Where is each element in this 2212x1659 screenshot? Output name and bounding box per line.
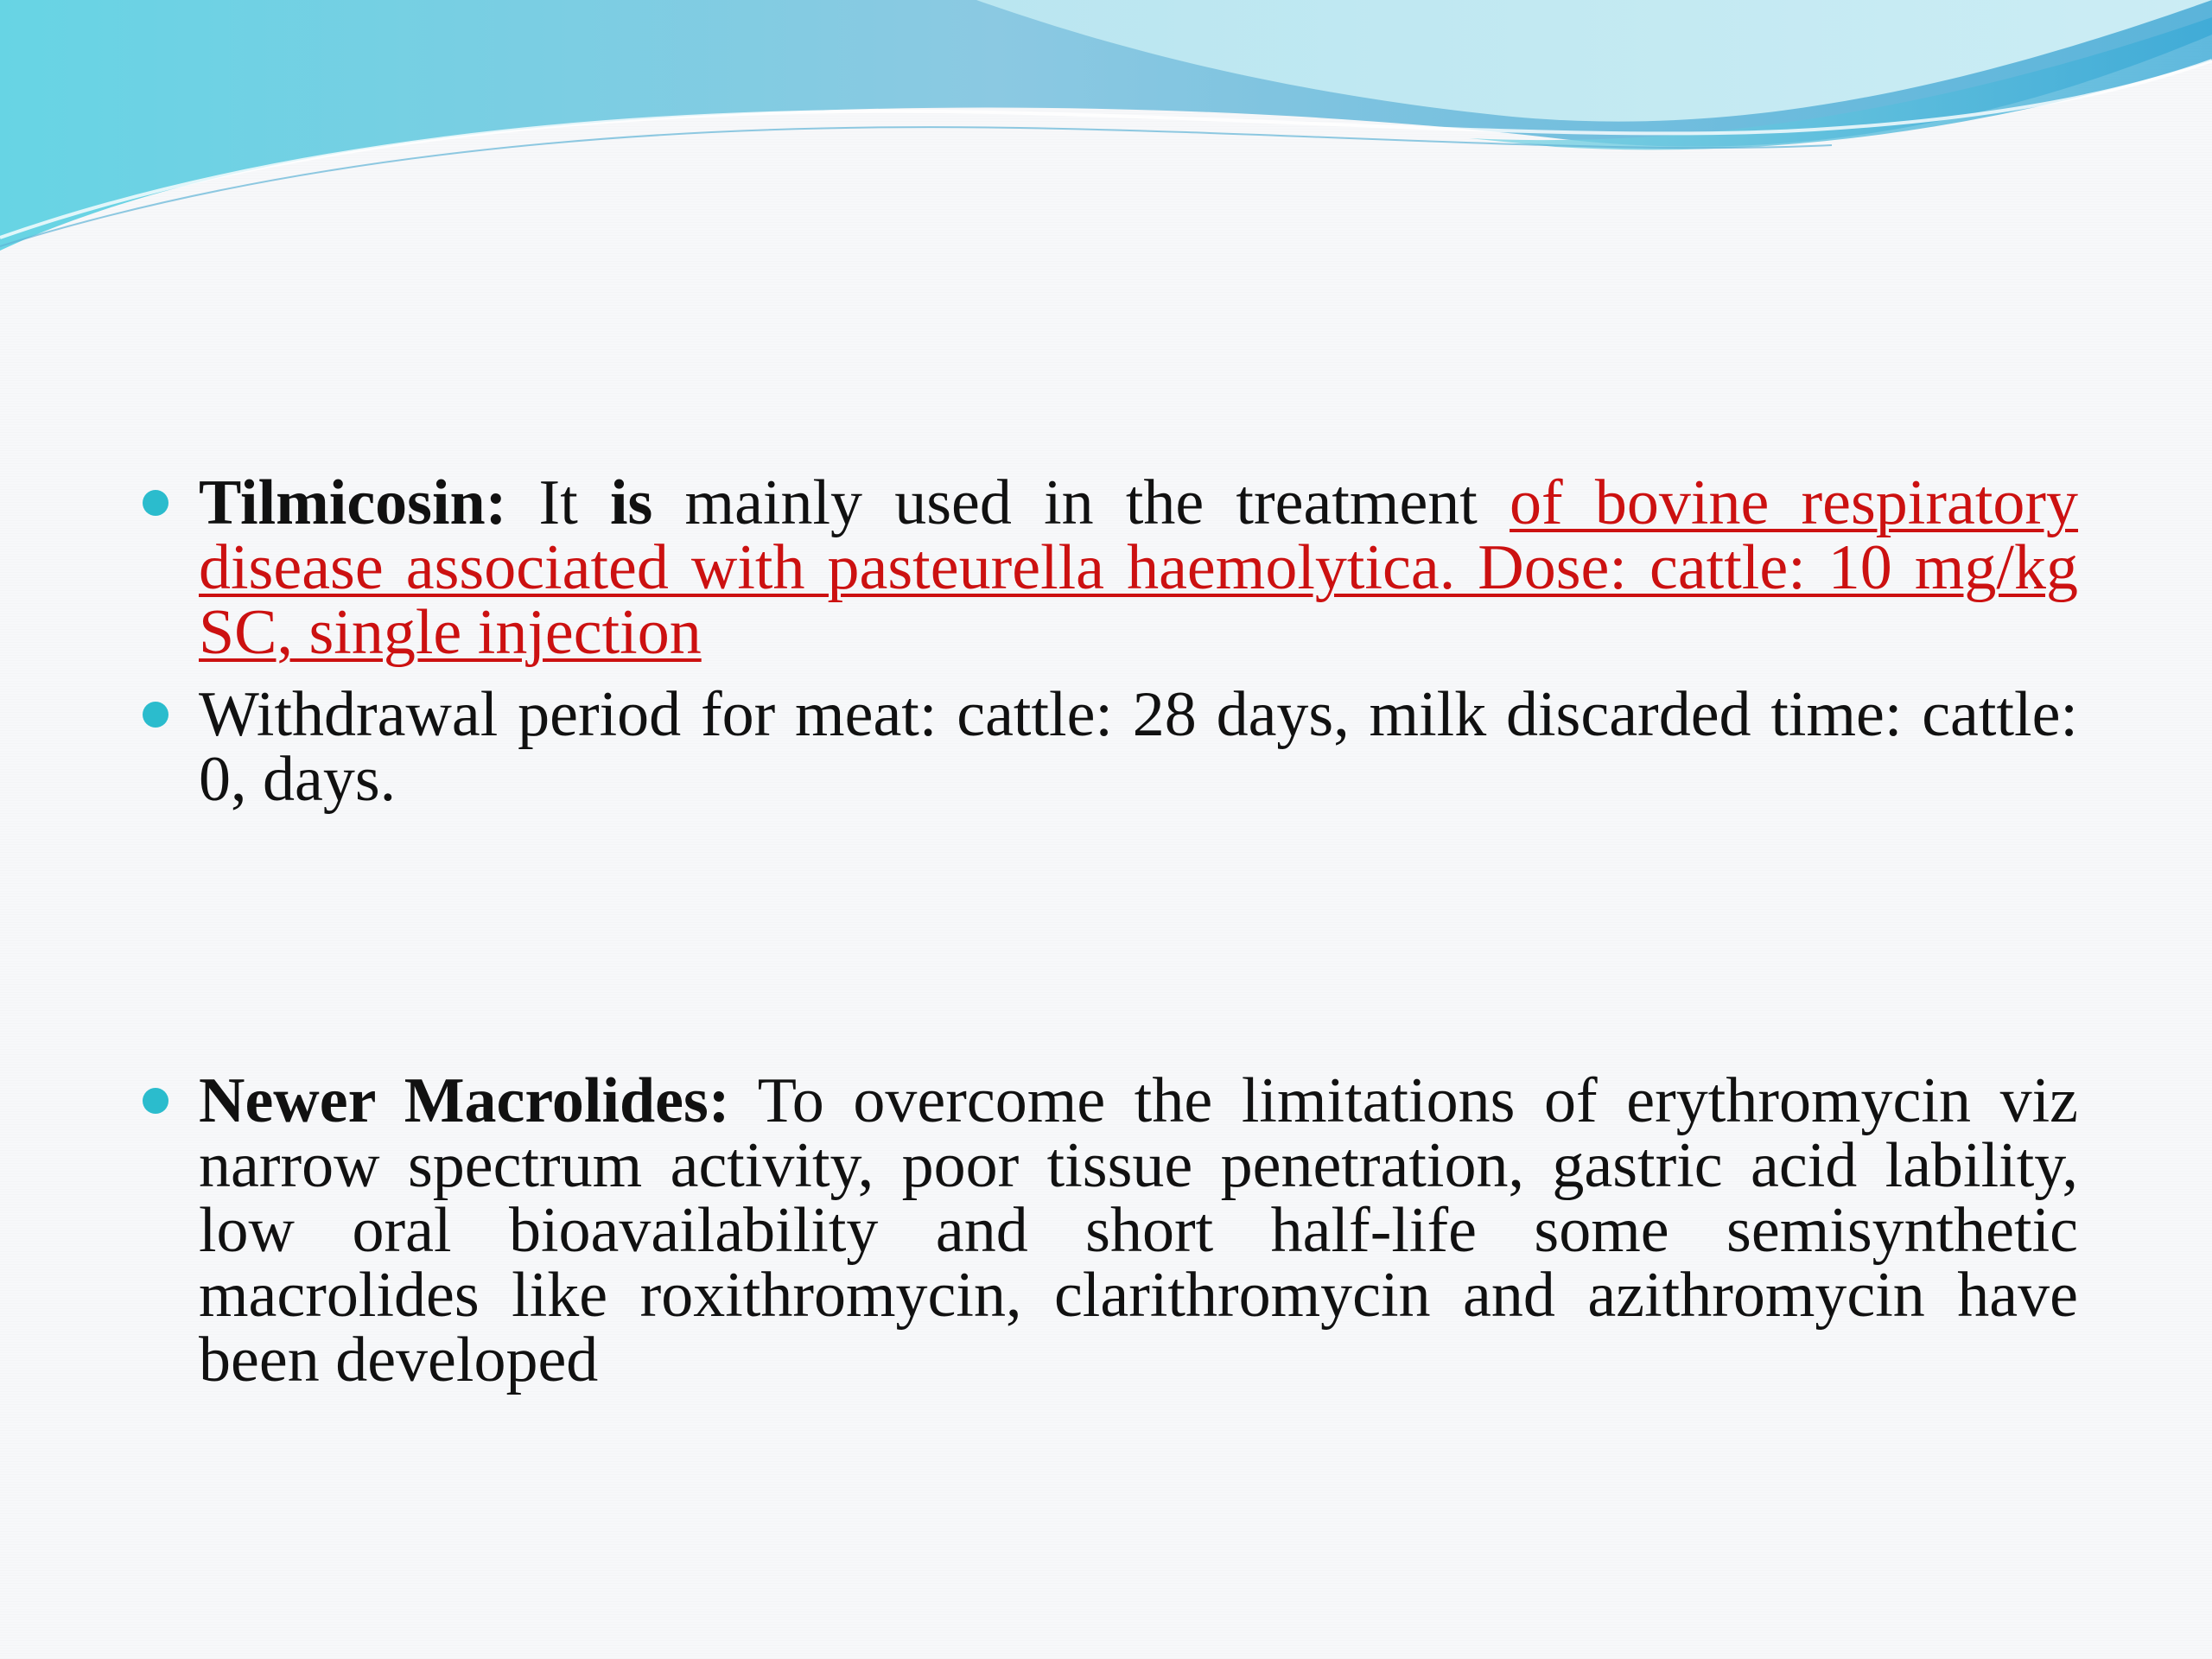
text-bold-word: is bbox=[609, 467, 653, 538]
content-upper bbox=[156, 467, 2079, 830]
bullet-icon bbox=[143, 1088, 168, 1114]
withdrawal-text: Withdrawal period for meat: cattle: 28 days, milk discarded time: cattle: 0, days. bbox=[199, 679, 2078, 815]
highlighted-text: of bovine respiratory disease associated with pasteurella haemolytica. Dose: cattle: 10 mg/kg SC, single injection bbox=[199, 467, 2079, 668]
list-item bbox=[156, 467, 2079, 668]
list-item bbox=[156, 1065, 2078, 1395]
bullet-icon bbox=[143, 702, 168, 728]
list-item bbox=[156, 679, 2078, 815]
bullet-icon bbox=[143, 490, 168, 516]
header-wave-decoration bbox=[0, 0, 2212, 259]
term-newer-macrolides: Newer Macrolides: bbox=[199, 1065, 730, 1136]
term-tilmicosin: Tilmicosin: bbox=[199, 467, 507, 538]
text-rest: mainly used in the treatment bbox=[684, 467, 1478, 538]
content-lower bbox=[156, 1065, 2078, 1410]
text-lead: It bbox=[538, 467, 578, 538]
macrolides-text: To overcome the limitations of erythromycin viz narrow spectrum activity, poor tissue penetration, gastric acid lability, low oral bioavailability and short half-life some semisynthetic macrolides like roxithromycin, clarithromycin and azithromycin have been developed bbox=[199, 1065, 2078, 1395]
